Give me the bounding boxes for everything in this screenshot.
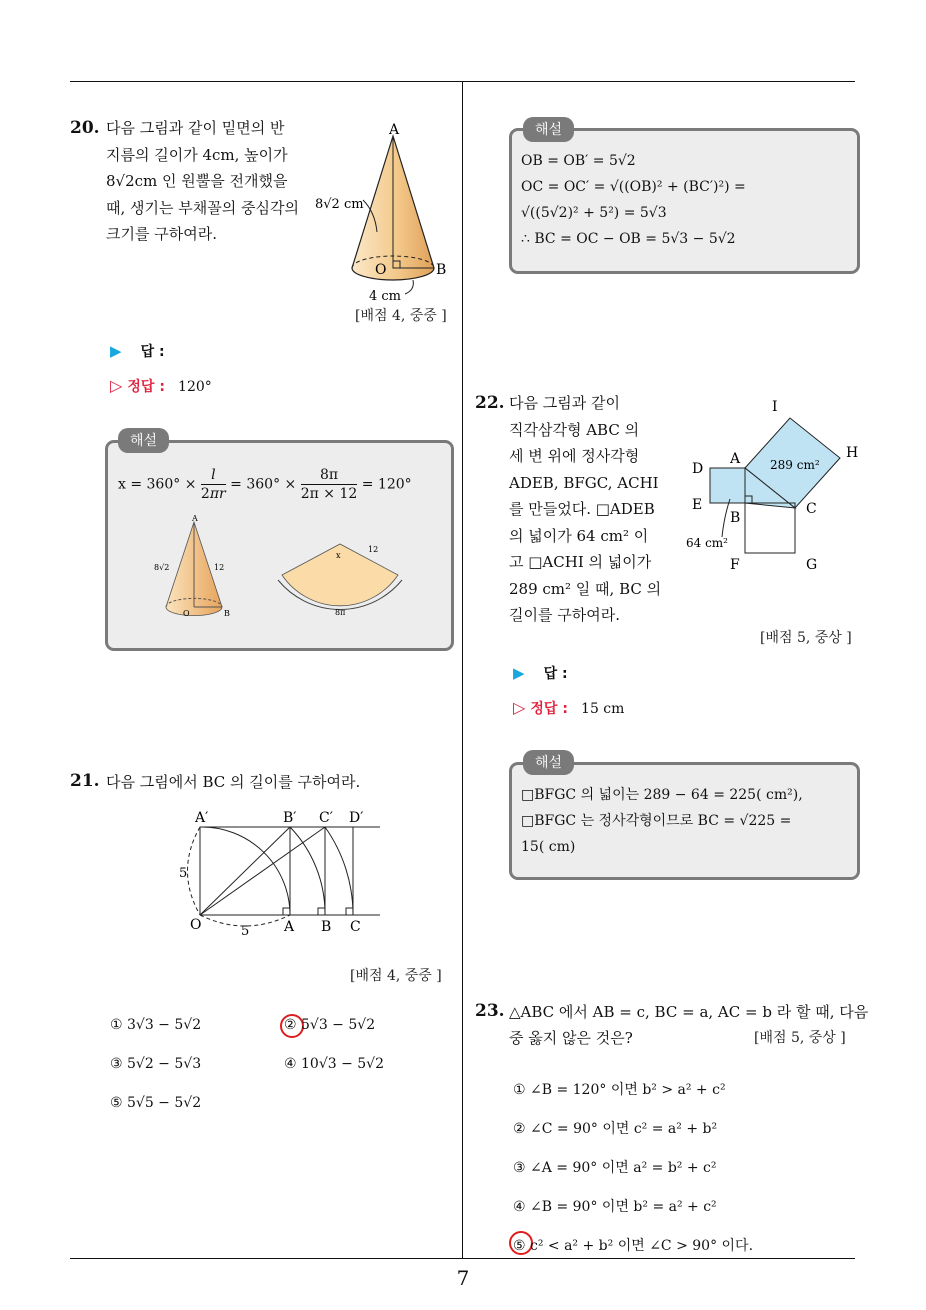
q20-line: 다음 그림과 같이 밑면의 반 xyxy=(106,119,285,137)
q22-solution-text xyxy=(521,782,847,860)
sol-label-r: 12 xyxy=(368,545,379,554)
q21-number: 21. xyxy=(70,771,100,791)
q22-line: 289 cm² 일 때, BC 의 xyxy=(509,579,662,598)
sol22-line: □BFGC 는 정사각형이므로 BC = √225 = xyxy=(521,813,792,829)
q21-choice-5[interactable]: ⑤ 5√5 − 5√2 xyxy=(110,1095,202,1111)
q20-label-radius: 4 cm xyxy=(369,289,402,304)
q23-number: 23. xyxy=(475,1001,505,1021)
q22-line: ADEB, BFGC, ACHI xyxy=(509,473,659,492)
q20-line: 크기를 구하여라. xyxy=(106,225,217,243)
q22-label-d: D xyxy=(692,461,704,477)
q20-label-center: O xyxy=(375,262,387,278)
q21-choice-2[interactable]: ② 5√3 − 5√2 xyxy=(284,1017,376,1033)
q23-line1: △ABC 에서 AB = c, BC = a, AC = b 라 할 때, 다음 xyxy=(509,1003,869,1021)
sol21-line: OC = OC′ = √((OB)² + (BC′)²) = xyxy=(521,179,746,195)
q22-score: [배점 5, 중상 ] xyxy=(760,630,852,646)
q21-label-c1: C′ xyxy=(319,810,333,826)
sol21-line: OB = OB′ = 5√2 xyxy=(521,153,636,169)
q21-solution-text xyxy=(521,148,847,252)
q21-label-d1: D′ xyxy=(349,810,364,826)
q23-line2: 중 옳지 않은 것은? xyxy=(509,1029,633,1047)
q20-solution-tab: 해설 xyxy=(118,428,169,453)
q22-line: 직각삼각형 ABC 의 xyxy=(509,420,640,439)
q22-line: 다음 그림과 같이 xyxy=(509,394,620,412)
q20-answer-row xyxy=(110,341,165,361)
sol21-line: ∴ BC = OC − OB = 5√3 − 5√2 xyxy=(521,231,736,247)
sol-label-arc: 8π xyxy=(335,608,346,617)
q20-cone-figure xyxy=(305,120,460,305)
q23-score: [배점 5, 중상 ] xyxy=(754,1030,846,1046)
sol21-line: √((5√2)² + 5²) = 5√3 xyxy=(521,205,667,221)
q20-number: 20. xyxy=(70,118,100,138)
sol-label-o: O xyxy=(183,609,190,618)
page-number: 7 xyxy=(456,1266,470,1290)
q21-label-b: B xyxy=(321,919,332,935)
play-icon: ▶ xyxy=(110,342,122,360)
footer-rule xyxy=(70,1258,855,1259)
q23-choice-2[interactable]: ② ∠C = 90° 이면 c² = a² + b² xyxy=(513,1121,718,1137)
q22-line: 길이를 구하여라. xyxy=(509,606,620,624)
sol22-line: □BFGC 의 넓이는 289 − 64 = 225( cm²), xyxy=(521,787,803,803)
q22-number: 22. xyxy=(475,393,505,413)
q22-correct-value: 15 cm xyxy=(581,701,625,717)
sol-label-a: A xyxy=(192,514,198,523)
q21-choice-1[interactable]: ① 3√3 − 5√2 xyxy=(110,1017,202,1033)
q21-label-o: O xyxy=(190,917,202,933)
q22-label-i: I xyxy=(772,399,778,415)
q22-figure xyxy=(682,395,860,580)
q20-score: [배점 4, 중중 ] xyxy=(355,308,447,324)
q20-correct-label: 정답 : xyxy=(127,379,165,395)
q20-solution-figure xyxy=(150,512,440,622)
q21-label-b1: B′ xyxy=(283,810,297,826)
q23-choice-4[interactable]: ④ ∠B = 90° 이면 b² = a² + c² xyxy=(513,1199,717,1215)
triangle-outline-icon: ▷ xyxy=(110,376,123,395)
q22-text xyxy=(509,390,674,629)
q20-label-slant: 8√2 cm xyxy=(315,197,364,212)
sol-label-side: 8√2 xyxy=(154,563,170,572)
q20-correct-row xyxy=(110,376,212,396)
q23-choice-1[interactable]: ① ∠B = 120° 이면 b² > a² + c² xyxy=(513,1082,726,1098)
q21-score: [배점 4, 중중 ] xyxy=(350,968,442,984)
q20-line: 지름의 길이가 4cm, 높이가 xyxy=(106,145,288,164)
q22-answer-row xyxy=(513,663,568,683)
q22-label-f: F xyxy=(730,557,740,573)
q20-text xyxy=(106,115,306,248)
q22-line: 를 만들었다. □ADEB xyxy=(509,500,655,518)
q21-text: 다음 그림에서 BC 의 길이를 구하여라. xyxy=(106,773,361,791)
q22-label-c: C xyxy=(806,501,817,517)
q22-label-small: 64 cm² xyxy=(686,536,728,550)
q20-line: 8√2cm 인 원뿔을 전개했을 xyxy=(106,172,288,190)
q20-label-apex: A xyxy=(389,122,400,138)
sol-label-x: x xyxy=(336,551,341,560)
q20-label-edge: B xyxy=(436,262,447,278)
q22-label-h: H xyxy=(846,445,859,461)
q23-choice-3[interactable]: ③ ∠A = 90° 이면 a² = b² + c² xyxy=(513,1160,717,1176)
q21-label-c: C xyxy=(350,919,361,935)
q22-answer-label: 답 : xyxy=(543,666,568,682)
q21-label-5v: 5 xyxy=(179,866,188,881)
q22-line: 고 □ACHI 의 넓이가 xyxy=(509,553,652,571)
q21-label-5h: 5 xyxy=(241,924,250,935)
q22-label-b: B xyxy=(730,510,741,526)
q23-choice-5[interactable]: ⑤ c² < a² + b² 이면 ∠C > 90° 이다. xyxy=(513,1238,754,1254)
sol-label-slant: 12 xyxy=(214,563,225,572)
q21-label-a: A xyxy=(284,919,295,935)
q22-label-big: 289 cm² xyxy=(770,458,820,472)
q22-solution-tab: 해설 xyxy=(523,750,574,775)
q22-label-e: E xyxy=(692,497,703,513)
q22-correct-row xyxy=(513,698,624,718)
q20-answer-label: 답 : xyxy=(140,344,165,360)
q22-correct-label: 정답 : xyxy=(530,701,568,717)
q22-line: 의 넓이가 64 cm² 이 xyxy=(509,526,649,545)
q20-line: 때, 생기는 부채꼴의 중심각의 xyxy=(106,198,299,217)
q22-label-a: A xyxy=(730,451,741,467)
q21-choice-4[interactable]: ④ 10√3 − 5√2 xyxy=(284,1056,385,1072)
q21-figure xyxy=(175,805,385,935)
q21-label-a1: A′ xyxy=(195,810,209,826)
sol22-line: 15( cm) xyxy=(521,839,576,855)
play-icon: ▶ xyxy=(513,664,525,682)
column-divider xyxy=(462,82,463,1258)
q21-solution-tab: 해설 xyxy=(523,117,574,142)
q21-choice-3[interactable]: ③ 5√2 − 5√3 xyxy=(110,1056,202,1072)
q22-line: 세 변 위에 정사각형 xyxy=(509,447,640,465)
q20-correct-value: 120° xyxy=(178,379,212,395)
q20-solution-formula: x = 360° × $\frac{l}{2\pi r}$ = 360° × $\frac{8\pi}{2\pi \times 12}$ = 120° xyxy=(118,467,412,502)
q22-label-g: G xyxy=(806,557,818,573)
triangle-outline-icon: ▷ xyxy=(513,698,526,717)
sol-label-b: B xyxy=(224,609,230,618)
